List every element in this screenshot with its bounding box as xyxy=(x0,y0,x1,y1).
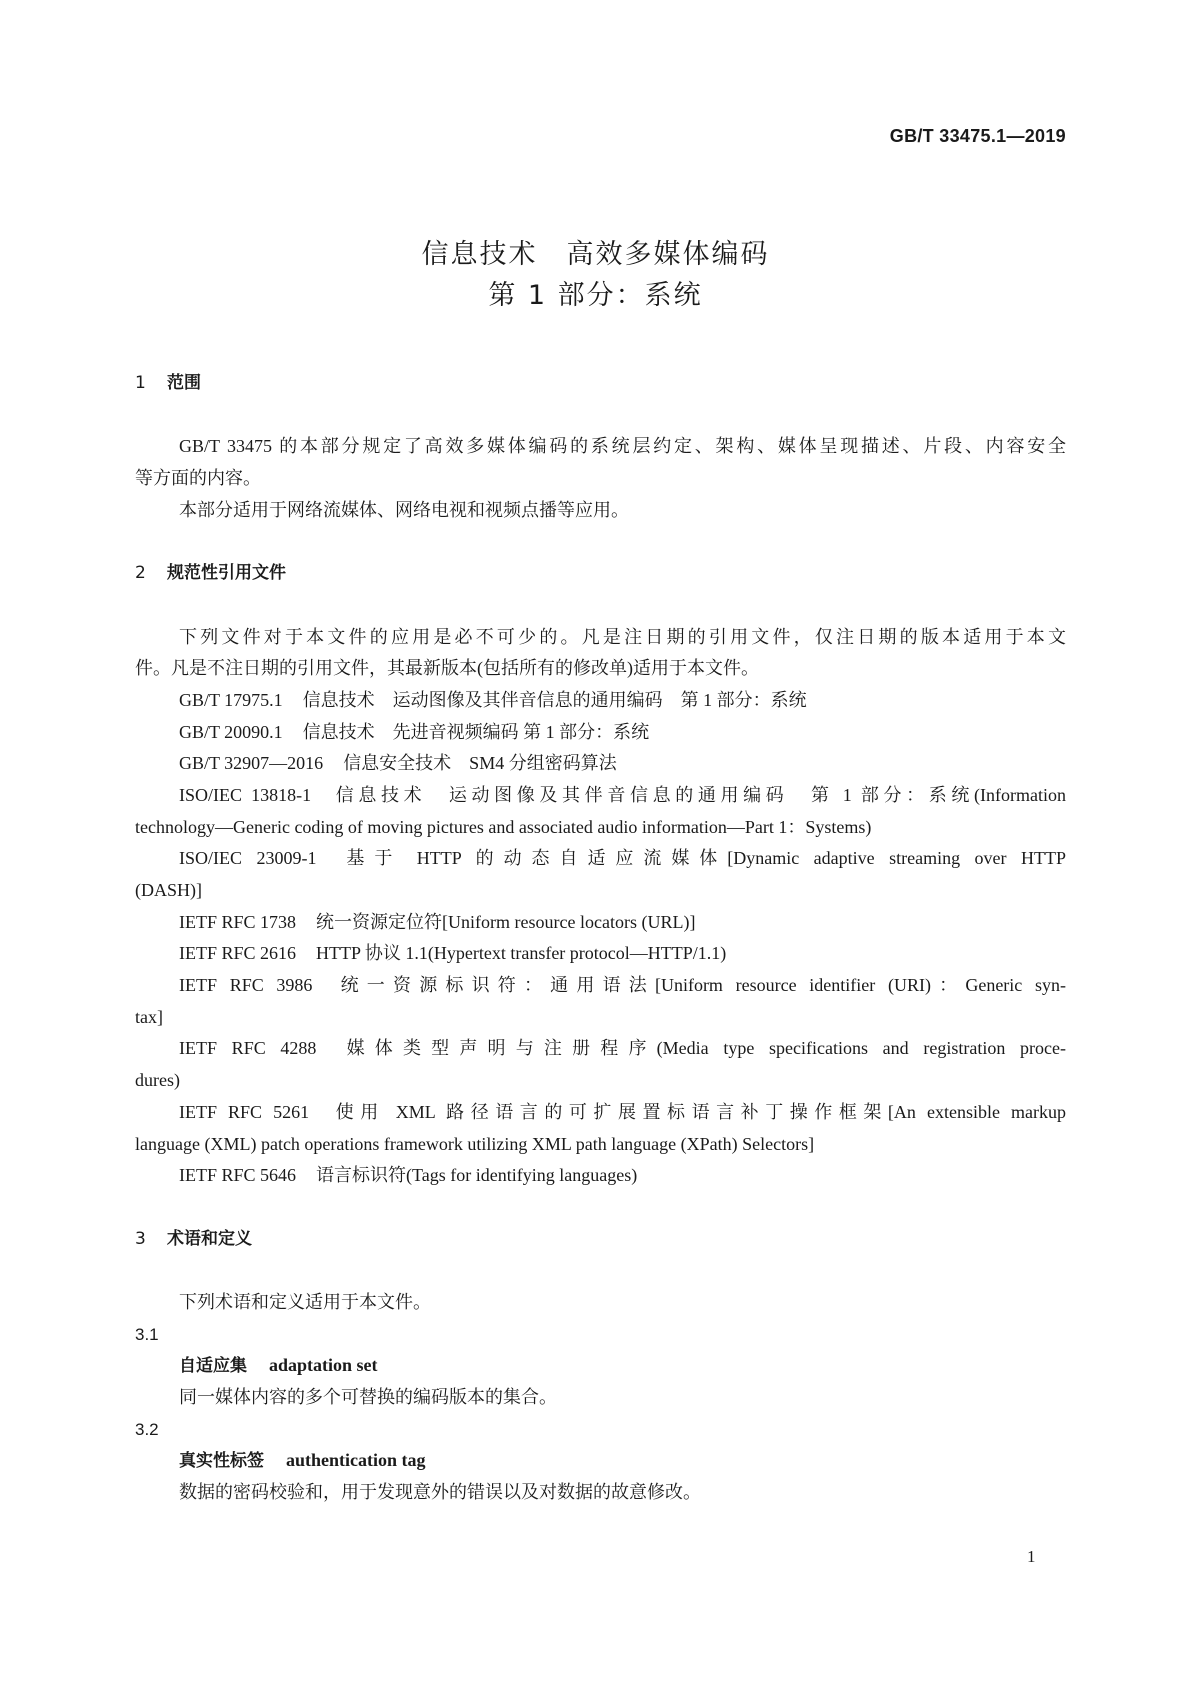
term-zh: 自适应集 xyxy=(179,1356,247,1377)
paragraph-line: 下列文件对于本文件的应用是必不可少的。凡是注日期的引用文件，仅注日期的版本适用于本文 xyxy=(179,626,1066,647)
reference-item xyxy=(135,907,1066,939)
reference-item xyxy=(135,685,1066,717)
reference-code: ISO/IEC 23009-1 xyxy=(179,848,317,869)
term-en: authentication tag xyxy=(286,1450,426,1471)
reference-item xyxy=(135,717,1066,749)
reference-title: dures) xyxy=(135,1070,180,1091)
reference-title: 信息技术 运动图像及其伴音信息的通用编码 第 1 部分：系统(Information xyxy=(331,784,1066,805)
section-heading-terms xyxy=(135,1224,1066,1256)
reference-item-continuation xyxy=(135,1065,1066,1097)
reference-item xyxy=(135,1033,1066,1065)
reference-code: IETF RFC 4288 xyxy=(179,1038,317,1059)
document-subtitle: 第 1 部分：系统 xyxy=(488,280,703,311)
reference-code: IETF RFC 5261 xyxy=(179,1101,310,1122)
paragraph-line: GB/T 33475 的本部分规定了高效多媒体编码的系统层约定、架构、媒体呈现描述、片段、内容安全 xyxy=(179,436,1066,457)
paragraph: 本部分适用于网络流媒体、网络电视和视频点播等应用。 xyxy=(179,499,629,520)
section-title: 术语和定义 xyxy=(167,1228,252,1249)
reference-title: 信息安全技术 SM4 分组密码算法 xyxy=(343,753,617,774)
reference-item xyxy=(135,970,1066,1002)
reference-item xyxy=(135,1097,1066,1129)
reference-title: language (XML) patch operations framework utilizing XML path language (XPath) Selectors] xyxy=(135,1133,815,1154)
reference-code: GB/T 20090.1 xyxy=(179,721,283,742)
term-number: 3.2 xyxy=(135,1419,159,1439)
reference-title: 媒体类型声明与注册程序(Media type specifications and registration proce- xyxy=(336,1038,1066,1059)
reference-title: HTTP 协议 1.1(Hypertext transfer protocol—HTTP/1.1) xyxy=(316,943,727,964)
section-heading-normative-references xyxy=(135,558,1066,590)
reference-title: tax] xyxy=(135,1006,163,1027)
reference-list xyxy=(135,685,1066,1192)
reference-item xyxy=(135,938,1066,970)
page-number: 1 xyxy=(1027,1547,1036,1566)
document-title: 信息技术 高效多媒体编码 xyxy=(421,239,770,270)
paragraph-line: 等方面的内容。 xyxy=(135,468,261,489)
term-en: adaptation set xyxy=(269,1355,378,1376)
reference-code: IETF RFC 5646 xyxy=(179,1165,297,1186)
paragraph-line: 件。凡是不注日期的引用文件，其最新版本(包括所有的修改单)适用于本文件。 xyxy=(135,658,759,679)
reference-item-continuation xyxy=(135,1002,1066,1034)
reference-title: 语言标识符(Tags for identifying languages) xyxy=(316,1165,638,1186)
section-heading-scope xyxy=(135,368,1066,400)
reference-item-continuation xyxy=(135,1129,1066,1161)
paragraph: 下列术语和定义适用于本文件。 xyxy=(179,1291,431,1312)
reference-title: 统一资源定位符[Uniform resource locators (URL)] xyxy=(316,911,696,932)
reference-code: IETF RFC 2616 xyxy=(179,943,297,964)
term-zh: 真实性标签 xyxy=(179,1451,264,1472)
reference-code: IETF RFC 1738 xyxy=(179,911,297,932)
reference-title: 使用 XML 路径语言的可扩展置标语言补丁操作框架[An extensible markup xyxy=(329,1101,1066,1122)
section-number: 3 xyxy=(135,1228,146,1249)
reference-item xyxy=(135,1160,1066,1192)
reference-title: 信息技术 先进音视频编码 第 1 部分：系统 xyxy=(302,721,650,742)
term-entry xyxy=(135,1350,1066,1382)
section-title: 规范性引用文件 xyxy=(167,563,286,584)
reference-title: 统一资源标识符：通用语法[Uniform resource identifier (URI)：Generic syn- xyxy=(332,975,1066,996)
reference-title: (DASH)] xyxy=(135,880,202,900)
reference-item xyxy=(135,843,1066,875)
reference-title: 基于 HTTP 的动态自适应流媒体[Dynamic adaptive streaming over HTTP xyxy=(336,848,1066,869)
reference-code: GB/T 32907—2016 xyxy=(179,753,324,774)
reference-item xyxy=(135,748,1066,780)
reference-item xyxy=(135,780,1066,812)
section-title: 范围 xyxy=(167,373,201,393)
reference-item-continuation xyxy=(135,875,1066,907)
document-body xyxy=(135,368,1066,1509)
reference-title: technology—Generic coding of moving pictures and associated audio information—Part 1：Systems) xyxy=(135,816,872,837)
reference-item-continuation xyxy=(135,812,1066,844)
reference-code: ISO/IEC 13818-1 xyxy=(179,784,312,805)
section-number: 2 xyxy=(135,563,146,584)
section-number: 1 xyxy=(135,373,146,393)
reference-code: GB/T 17975.1 xyxy=(179,689,283,710)
document-number: GB/T 33475.1—2019 xyxy=(889,126,1066,146)
term-entry xyxy=(135,1445,1066,1477)
term-definition: 数据的密码校验和，用于发现意外的错误以及对数据的故意修改。 xyxy=(179,1482,701,1503)
term-number: 3.1 xyxy=(135,1324,159,1344)
reference-code: IETF RFC 3986 xyxy=(179,975,313,996)
term-definition: 同一媒体内容的多个可替换的编码版本的集合。 xyxy=(179,1387,557,1407)
reference-title: 信息技术 运动图像及其伴音信息的通用编码 第 1 部分：系统 xyxy=(302,689,807,710)
